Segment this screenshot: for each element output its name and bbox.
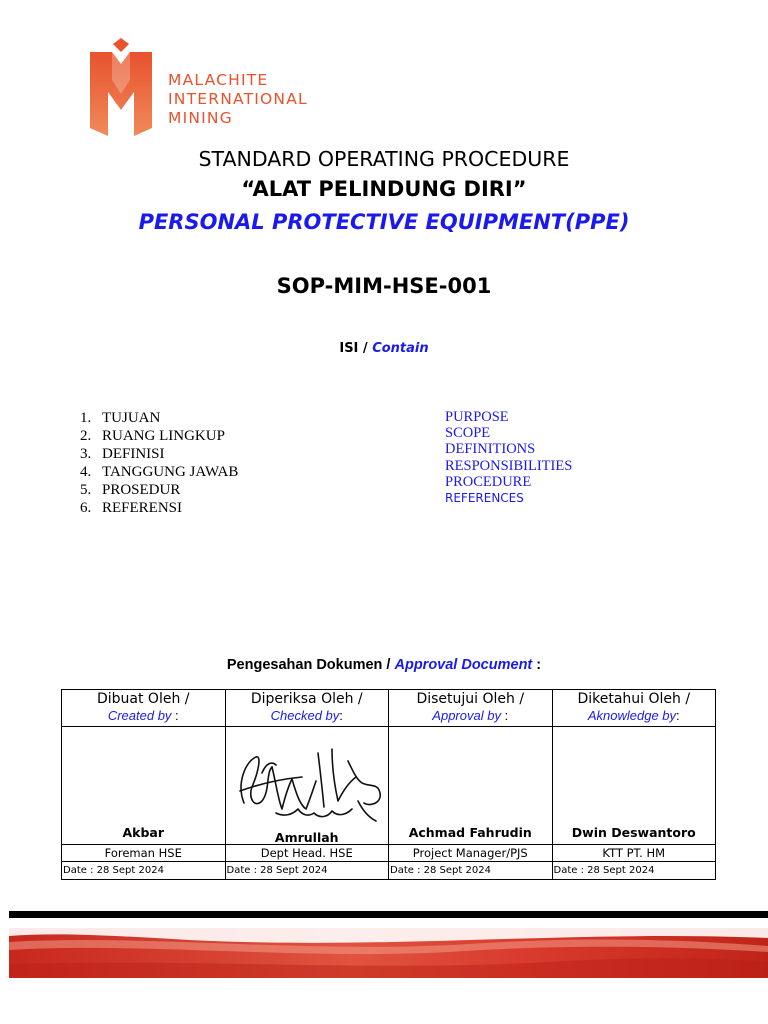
toc-item <box>80 409 238 427</box>
toc-item <box>80 481 238 499</box>
toc-list-english <box>445 409 572 506</box>
approval-position-row <box>62 845 716 862</box>
toc-item-en: PURPOSE <box>445 409 509 425</box>
toc-item <box>80 463 238 481</box>
contents-label-en: Contain <box>372 341 429 356</box>
signer-position: KTT PT. HM <box>552 845 716 862</box>
header-subtitle <box>389 708 552 724</box>
signer-name: Dwin Deswantoro <box>571 825 696 840</box>
header-approval-by <box>389 690 553 727</box>
header-suffix: : <box>676 708 680 723</box>
header-checked-by <box>225 690 389 727</box>
toc-item-label: RUANG LINGKUP <box>102 428 225 444</box>
toc-item-number: 3. <box>80 446 92 462</box>
toc-item-en: PROCEDURE <box>445 473 532 490</box>
signature-cell-acknowledge <box>552 727 716 845</box>
toc-item <box>80 499 238 517</box>
signer-position: Dept Head. HSE <box>225 845 389 862</box>
logo-wordmark <box>168 71 308 128</box>
toc-item-en: DEFINITIONS <box>445 441 536 458</box>
contents-heading <box>0 341 768 356</box>
approval-date-row <box>62 862 716 880</box>
approval-signature-row <box>62 727 716 845</box>
toc-item-label: PROSEDUR <box>102 482 181 498</box>
toc-item-number: 6. <box>80 500 92 516</box>
toc-item-label: TANGGUNG JAWAB <box>102 464 239 480</box>
toc-item <box>80 445 238 463</box>
toc-item-label: TUJUAN <box>102 410 161 426</box>
header-subtitle <box>553 708 716 724</box>
toc-item-number: 4. <box>80 464 92 480</box>
header-suffix: : <box>339 708 343 723</box>
signature-cell-checked <box>225 727 389 845</box>
header-title-en: Checked by <box>270 708 340 723</box>
toc-list-indonesian <box>80 409 238 517</box>
header-acknowledge-by <box>552 690 716 727</box>
signer-position: Project Manager/PJS <box>389 845 553 862</box>
approval-heading-suffix: : <box>532 657 542 673</box>
header-subtitle <box>62 708 225 724</box>
malachite-logo-icon <box>90 38 152 136</box>
header-title-en: Approval by <box>432 708 501 723</box>
signer-name: Akbar <box>122 825 165 840</box>
approval-heading <box>0 657 768 673</box>
logo-line-1: MALACHITE <box>168 71 269 89</box>
document-title-english: PERSONAL PROTECTIVE EQUIPMENT(PPE) <box>138 210 630 234</box>
logo-line-2: INTERNATIONAL <box>168 90 308 108</box>
signed-date: Date : 28 Sept 2024 <box>225 862 389 880</box>
toc-item-label: DEFINISI <box>102 446 165 462</box>
signature-cell-created <box>62 727 226 845</box>
toc-item-en: RESPONSIBILITIES <box>445 457 573 474</box>
header-subtitle <box>226 708 389 724</box>
header-title-en: Created by <box>107 708 172 723</box>
signature-cell-approval <box>389 727 553 845</box>
toc-item <box>80 427 238 445</box>
toc-item-en: REFERENCES <box>445 491 524 506</box>
header-suffix: : <box>171 708 179 723</box>
signer-position: Foreman HSE <box>62 845 226 862</box>
header-title-en: Aknowledge by <box>587 708 677 723</box>
header-title: Diketahui Oleh / <box>577 691 691 707</box>
toc-item-number: 1. <box>80 410 92 426</box>
header-suffix: : <box>500 708 509 723</box>
signer-name: Achmad Fahrudin <box>408 825 532 840</box>
approval-header-row <box>62 690 716 727</box>
document-code: SOP-MIM-HSE-001 <box>276 274 492 298</box>
toc-item-label: REFERENSI <box>102 500 183 516</box>
header-title: Dibuat Oleh / <box>96 691 190 707</box>
signed-date: Date : 28 Sept 2024 <box>62 862 226 880</box>
approval-heading-label: Pengesahan Dokumen / <box>226 657 395 673</box>
approval-heading-label-en: Approval Document <box>394 657 533 673</box>
handwritten-signature-icon <box>232 743 384 827</box>
footer-divider <box>9 911 768 918</box>
toc-item-number: 5. <box>80 482 92 498</box>
document-type-title: STANDARD OPERATING PROCEDURE <box>198 147 570 171</box>
signed-date: Date : 28 Sept 2024 <box>552 862 716 880</box>
toc-item-number: 2. <box>80 428 92 444</box>
header-title: Disetujui Oleh / <box>416 691 525 707</box>
signed-date: Date : 28 Sept 2024 <box>389 862 553 880</box>
contents-label: ISI / <box>339 341 373 356</box>
document-title-indonesian: “ALAT PELINDUNG DIRI” <box>241 177 527 201</box>
header-created-by <box>62 690 226 727</box>
company-logo <box>90 38 330 138</box>
header-title: Diperiksa Oleh / <box>250 691 363 707</box>
logo-line-3: MINING <box>168 109 233 127</box>
signer-name: Amrullah <box>274 830 339 845</box>
toc-item-en: SCOPE <box>445 425 491 442</box>
footer-decorative-band <box>9 928 768 978</box>
approval-table <box>61 689 716 880</box>
